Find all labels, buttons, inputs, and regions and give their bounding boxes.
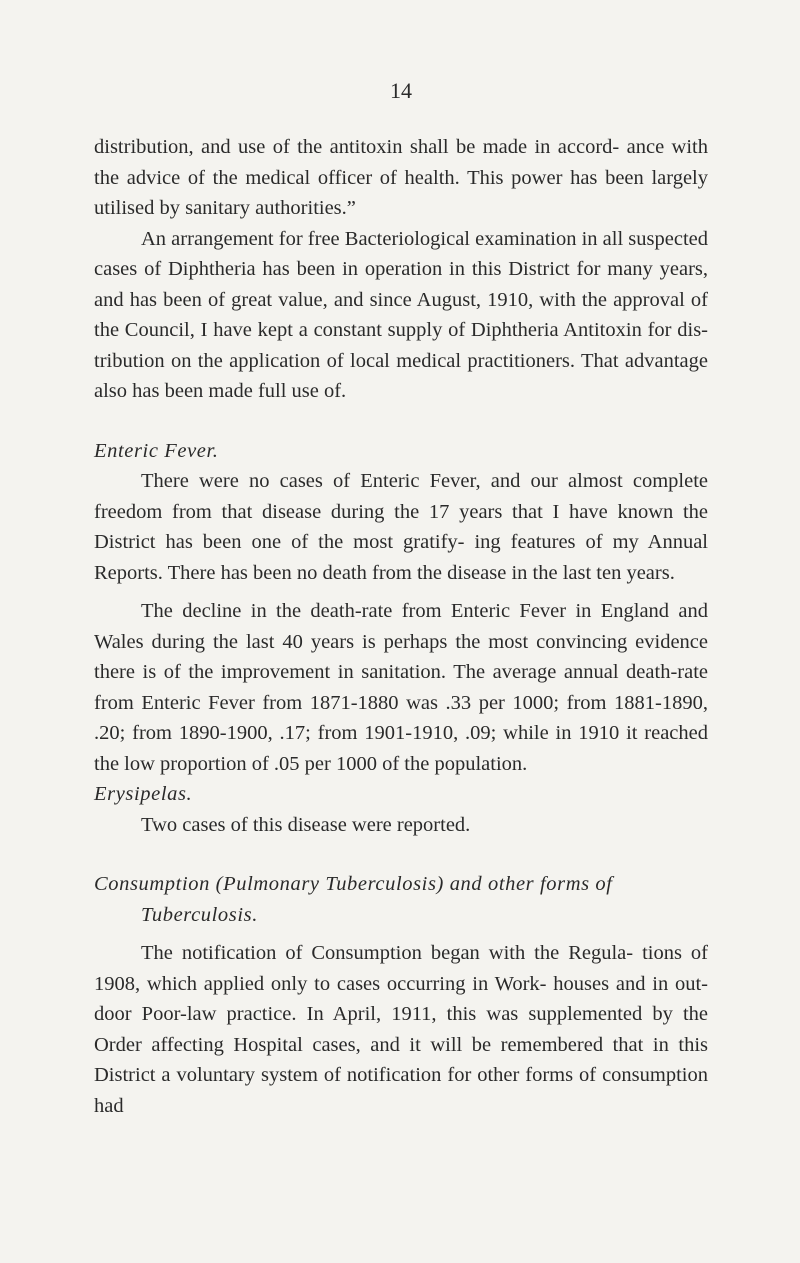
- paragraph-enteric-cases: There were no cases of Enteric Fever, and our almost complete freedom from that disease during the 17 years that I have known the District has been one of the most gratify- ing features of my Annual Reports. There has been no death from the disease in the last ten years.: [94, 470, 708, 584]
- spacer: [94, 407, 708, 436]
- spacer: [94, 930, 708, 938]
- section-heading-consumption-continued: Tuberculosis.: [141, 903, 258, 926]
- spacer: [94, 588, 708, 596]
- page-number: 14: [390, 78, 412, 103]
- spacer: [94, 840, 708, 869]
- section-heading-consumption: Consumption (Pulmonary Tuberculosis) and other forms of: [94, 873, 613, 895]
- paragraph-erysipelas-cases: Two cases of this disease were reported.: [141, 813, 471, 836]
- paragraph-enteric-death-rate: The decline in the death-rate from Enteric Fever in England and Wales during the last 40 years is perhaps the most convincing evidence there is of the improvement in sanitation. The average annual death-rate from Enteric Fever from 1871-1880 was .33 per 1000; from 1881-1890, .20; from 1890-1900, .17; from 1901-1910, .09; while in 1910 it reached the low proportion of .05 per 1000 of the population.: [94, 600, 708, 775]
- section-heading-enteric-fever: Enteric Fever.: [94, 439, 219, 462]
- paragraph-antitoxin-distribution: distribution, and use of the antitoxin shall be made in accord- ance with the advice of the medical officer of health. This power has been largely utilised by sanitary authorities.”: [94, 136, 708, 219]
- section-heading-erysipelas: Erysipelas.: [94, 783, 193, 805]
- paragraph-consumption-notification: The notification of Consumption began with the Regula- tions of 1908, which applied only to cases occurring in Work- houses and in out-door Poor-law practice. In April, 1911, this was supplemented by the Order affecting Hospital cases, and it will be remembered that in this District a voluntary system of notification for other forms of consumption had: [94, 942, 708, 1117]
- paragraph-bacteriological-examination: An arrangement for free Bacteriological examination in all suspected cases of Diphtheria has been in operation in this District for many years, and has been of great value, and since August, 1910, with the approval of the Council, I have kept a constant supply of Diphtheria Antitoxin for dis- tribution on the application of local medical practitioners. That advantage also has been made full use of.: [94, 227, 708, 402]
